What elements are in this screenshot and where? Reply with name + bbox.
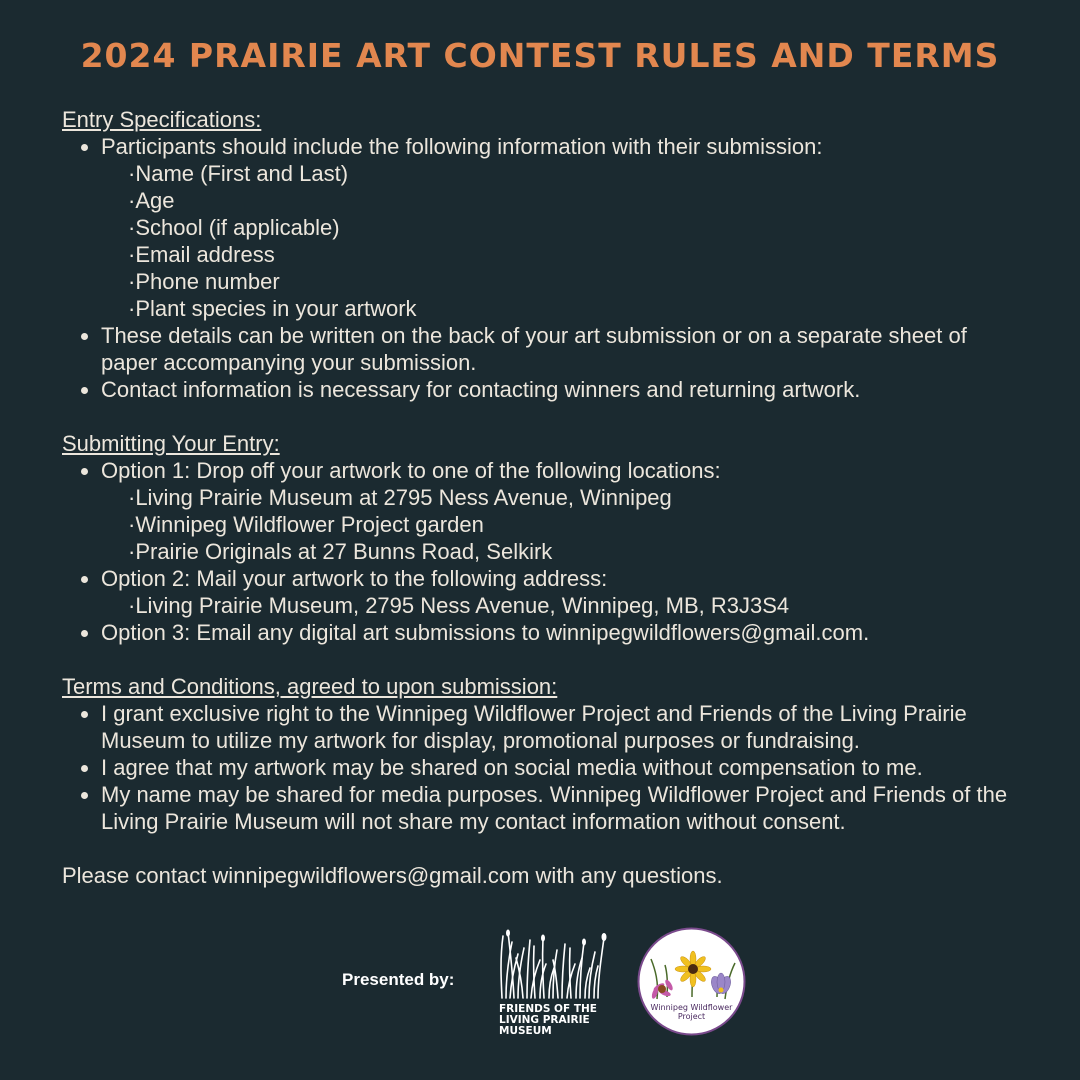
flp-logo-line: MUSEUM [499,1025,552,1037]
prairie-grass-icon [496,928,616,1000]
bullet-item [101,565,1022,619]
bullet-list [62,457,1022,646]
page-title: 2024 PRAIRIE ART CONTEST RULES AND TERMS [80,36,1000,75]
sub-item: ·Phone number [128,269,280,294]
bullet-list [62,700,1022,835]
bullet-item [101,457,1022,565]
sub-item: ·Age [128,188,175,213]
bullet-item: • I agree that my artwork may be shared on social media without compensation to me. [101,754,1022,781]
bullet-text: Participants should include the following information with their submission: [101,134,823,159]
section-entry-specifications [62,106,1022,403]
sub-item: ·Name (First and Last) [128,161,349,186]
flp-logo-text [499,1004,619,1037]
sub-list [101,160,1022,322]
bullet-item: • These details can be written on the back of your art submission or on a separate sheet of paper accompanying your submission. [101,322,1022,376]
section-terms-conditions [62,673,1022,835]
bullet-list [62,133,1022,403]
sub-item: ·Living Prairie Museum at 2795 Ness Avenue, Winnipeg [128,485,672,510]
sub-list [101,592,1022,619]
bullet-item: • My name may be shared for media purposes. Winnipeg Wildflower Project and Friends of the Living Prairie Museum will not share my contact information without consent. [101,781,1022,835]
sub-item: ·School (if applicable) [128,215,340,240]
friends-living-prairie-logo [496,928,616,1048]
wwp-logo-line: Project [677,1012,706,1021]
bullet-item: • Option 3: Email any digital art submissions to winnipegwildflowers@gmail.com. [101,619,1022,646]
sub-item: ·Living Prairie Museum, 2795 Ness Avenue, Winnipeg, MB, R3J3S4 [128,593,790,618]
sub-item: ·Plant species in your artwork [128,296,417,321]
winnipeg-wildflower-logo [637,927,746,1036]
flp-logo-line: FRIENDS OF THE [499,1003,597,1015]
section-heading: Entry Specifications: [62,107,262,132]
bullet-text: Option 1: Drop off your artwork to one of the following locations: [101,458,721,483]
sub-list [101,484,1022,565]
flp-logo-line: LIVING PRAIRIE [499,1014,590,1026]
rules-content [62,106,1022,889]
contact-line: Please contact winnipegwildflowers@gmail.com with any questions. [62,863,723,888]
wwp-logo-line: Winnipeg Wildflower [650,1003,733,1012]
section-heading: Terms and Conditions, agreed to upon submission: [62,674,558,699]
bullet-item: • I grant exclusive right to the Winnipeg Wildflower Project and Friends of the Living Prairie Museum to utilize my artwork for display, promotional purposes or fundraising. [101,700,1022,754]
section-submitting-entry [62,430,1022,646]
sub-item: ·Prairie Originals at 27 Bunns Road, Selkirk [128,539,553,564]
presented-by-label: Presented by: [342,970,455,989]
sub-item: ·Winnipeg Wildflower Project garden [128,512,484,537]
wwp-logo-text [637,1003,746,1021]
bullet-item [101,133,1022,322]
section-heading: Submitting Your Entry: [62,431,280,456]
bullet-text: Option 2: Mail your artwork to the following address: [101,566,608,591]
sub-item: ·Email address [128,242,275,267]
bullet-item: • Contact information is necessary for contacting winners and returning artwork. [101,376,1022,403]
